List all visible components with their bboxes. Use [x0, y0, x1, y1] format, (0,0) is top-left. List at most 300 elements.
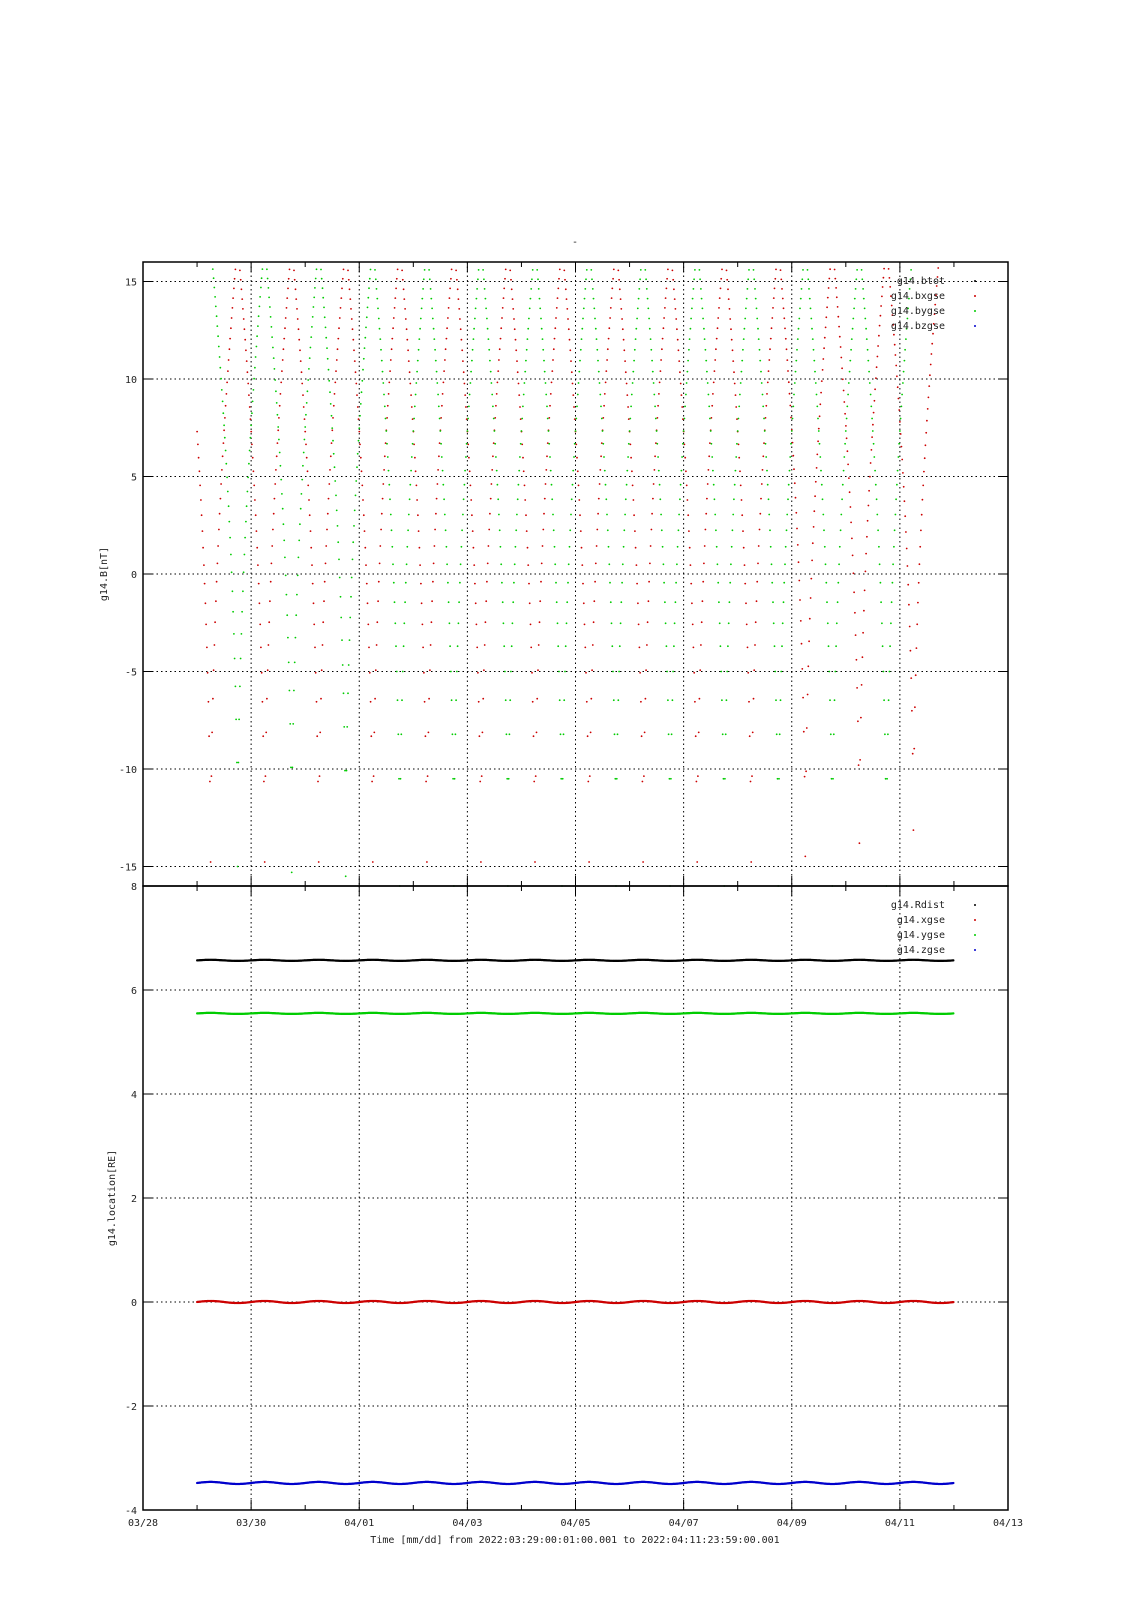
- data-point-g14-bygse: [293, 690, 295, 692]
- data-point-g14-bxgse: [551, 382, 553, 384]
- legend-entry-label: g14.btot: [896, 276, 945, 287]
- data-point-g14-bxgse: [877, 356, 879, 358]
- data-point-g14-bxgse: [809, 618, 811, 620]
- data-point-g14-bxgse: [198, 457, 200, 459]
- data-point-g14-bygse: [226, 477, 228, 479]
- data-point-g14-bxgse: [253, 485, 255, 487]
- data-point-g14-bxgse: [462, 360, 464, 362]
- data-point-g14-bygse: [223, 424, 225, 426]
- data-point-g14-bygse: [238, 762, 240, 764]
- data-point-g14-bxgse: [898, 398, 900, 400]
- data-point-g14-bygse: [801, 288, 803, 290]
- data-point-g14-bxgse: [868, 490, 870, 492]
- data-point-g14-bxgse: [319, 732, 321, 734]
- data-point-g14-bygse: [584, 288, 586, 290]
- data-point-g14-bygse: [461, 546, 463, 548]
- data-point-g14-bxgse: [679, 371, 681, 373]
- data-point-g14-bygse: [668, 733, 670, 735]
- data-point-g14-bygse: [778, 778, 780, 780]
- data-point-g14-bygse: [882, 645, 884, 647]
- data-point-g14-bxgse: [331, 429, 333, 431]
- data-point-g14-bxgse: [230, 327, 232, 329]
- data-point-g14-bygse: [818, 430, 820, 432]
- data-point-g14-bxgse: [853, 572, 855, 574]
- data-point-g14-bygse: [798, 328, 800, 330]
- data-point-g14-bxgse: [803, 731, 805, 733]
- data-point-g14-bygse: [905, 338, 907, 340]
- data-point-g14-bxgse: [599, 469, 601, 471]
- data-point-g14-bygse: [311, 326, 313, 328]
- data-point-g14-bygse: [770, 546, 772, 548]
- data-point-g14-bxgse: [304, 418, 306, 420]
- data-point-g14-bxgse: [278, 417, 280, 419]
- data-point-g14-bygse: [332, 440, 334, 442]
- data-point-g14-bxgse: [224, 417, 226, 419]
- data-point-g14-bxgse: [598, 498, 600, 500]
- data-point-g14-bxgse: [458, 308, 460, 310]
- data-point-g14-bygse: [278, 439, 280, 441]
- data-point-g14-bxgse: [895, 354, 897, 356]
- data-point-g14-bygse: [850, 349, 852, 351]
- data-point-g14-bygse: [895, 514, 897, 516]
- data-point-g14-bxgse: [457, 288, 459, 290]
- data-point-g14-bxgse: [425, 781, 427, 783]
- data-point-g14-bygse: [242, 590, 244, 592]
- data-point-g14-bxgse: [257, 564, 259, 566]
- data-point-g14-bygse: [280, 465, 282, 467]
- data-point-g14-bygse: [482, 269, 484, 271]
- data-point-g14-bxgse: [355, 383, 357, 385]
- data-point-g14-bygse: [560, 733, 562, 735]
- data-point-g14-bxgse: [275, 469, 277, 471]
- data-point-g14-bygse: [816, 394, 818, 396]
- data-point-g14-bxgse: [378, 581, 380, 583]
- data-point-g14-bxgse: [861, 684, 863, 686]
- data-point-g14-bygse: [887, 733, 889, 735]
- data-point-g14-bxgse: [483, 669, 485, 671]
- data-point-g14-bygse: [757, 328, 759, 330]
- data-point-g14-bxgse: [223, 442, 225, 444]
- data-point-g14-bygse: [756, 318, 758, 320]
- data-point-g14-bygse: [495, 456, 497, 458]
- data-point-g14-bxgse: [419, 564, 421, 566]
- data-point-g14-bygse: [287, 637, 289, 639]
- data-point-g14-bxgse: [420, 583, 422, 585]
- data-point-g14-bygse: [684, 418, 686, 420]
- data-point-g14-bxgse: [697, 775, 699, 777]
- data-point-g14-bygse: [394, 622, 396, 624]
- data-point-g14-bygse: [704, 338, 706, 340]
- data-point-g14-bygse: [717, 582, 719, 584]
- data-point-g14-bygse: [663, 563, 665, 565]
- grid-top: [143, 262, 1008, 886]
- data-point-g14-bygse: [570, 514, 572, 516]
- data-point-g14-bygse: [504, 671, 506, 673]
- data-point-g14-bxgse: [243, 318, 245, 320]
- data-point-g14-bygse: [725, 733, 727, 735]
- data-point-g14-bxgse: [247, 383, 249, 385]
- data-point-g14-bxgse: [566, 308, 568, 310]
- data-point-g14-bygse: [440, 443, 442, 445]
- data-point-g14-bygse: [559, 699, 561, 701]
- data-point-g14-bxgse: [382, 498, 384, 500]
- data-point-g14-bxgse: [264, 861, 266, 863]
- data-point-g14-bxgse: [334, 382, 336, 384]
- data-point-g14-bxgse: [274, 483, 276, 485]
- data-point-g14-bygse: [839, 546, 841, 548]
- data-point-g14-bxgse: [770, 338, 772, 340]
- data-point-g14-bygse: [326, 347, 328, 349]
- data-point-g14-bygse: [496, 470, 498, 472]
- data-point-g14-bxgse: [732, 349, 734, 351]
- data-point-g14-bxgse: [272, 529, 274, 531]
- data-point-g14-bygse: [306, 402, 308, 404]
- data-point-g14-bxgse: [265, 732, 267, 734]
- data-point-g14-bygse: [473, 328, 475, 330]
- data-point-g14-bxgse: [757, 563, 759, 565]
- data-point-g14-bygse: [225, 450, 227, 452]
- data-point-g14-bygse: [623, 529, 625, 531]
- data-point-g14-bygse: [783, 582, 785, 584]
- data-point-g14-bxgse: [558, 278, 560, 280]
- data-point-g14-bygse: [838, 563, 840, 565]
- data-point-g14-bygse: [880, 601, 882, 603]
- data-point-g14-bxgse: [364, 530, 366, 532]
- data-point-g14-bygse: [312, 316, 314, 318]
- data-point-g14-bygse: [627, 456, 629, 458]
- data-point-g14-bxgse: [610, 307, 612, 309]
- data-point-g14-bygse: [417, 360, 419, 362]
- data-point-g14-bxgse: [626, 383, 628, 385]
- data-point-g14-bygse: [506, 733, 508, 735]
- data-point-g14-bxgse: [931, 353, 933, 355]
- data-point-g14-bxgse: [539, 600, 541, 602]
- data-point-g14-bxgse: [889, 277, 891, 279]
- data-point-g14-bxgse: [376, 621, 378, 623]
- data-point-g14-bygse: [478, 269, 480, 271]
- data-point-g14-bxgse: [489, 513, 491, 515]
- data-point-g14-bxgse: [577, 470, 579, 472]
- data-point-g14-bygse: [327, 358, 329, 360]
- data-point-g14-bxgse: [402, 279, 404, 281]
- data-point-g14-bxgse: [534, 861, 536, 863]
- data-point-g14-bxgse: [780, 279, 782, 281]
- data-point-g14-bygse: [377, 308, 379, 310]
- data-point-g14-bygse: [694, 269, 696, 271]
- data-point-g14-bxgse: [352, 328, 354, 330]
- data-point-g14-bxgse: [248, 394, 250, 396]
- data-point-g14-bygse: [383, 394, 385, 396]
- data-point-g14-bxgse: [841, 367, 843, 369]
- data-point-g14-bxgse: [340, 297, 342, 299]
- data-point-g14-bygse: [419, 328, 421, 330]
- data-point-g14-bygse: [270, 316, 272, 318]
- data-point-g14-bygse: [656, 443, 658, 445]
- data-point-g14-bxgse: [589, 775, 591, 777]
- data-point-g14-bygse: [500, 546, 502, 548]
- data-point-g14-bxgse: [361, 470, 363, 472]
- data-point-g14-bygse: [512, 622, 514, 624]
- legend-entry-marker: [974, 280, 976, 282]
- data-point-g14-bxgse: [373, 732, 375, 734]
- data-point-g14-bxgse: [229, 348, 231, 350]
- data-point-g14-bygse: [759, 349, 761, 351]
- data-point-g14-bxgse: [388, 382, 390, 384]
- data-point-g14-bygse: [340, 617, 342, 619]
- data-point-g14-bygse: [297, 575, 299, 577]
- data-point-g14-bxgse: [708, 469, 710, 471]
- data-point-g14-bygse: [656, 430, 658, 432]
- data-point-g14-bygse: [259, 296, 261, 298]
- data-point-g14-bxgse: [515, 349, 517, 351]
- data-point-g14-bxgse: [867, 520, 869, 522]
- data-point-g14-bygse: [797, 338, 799, 340]
- data-point-g14-bygse: [720, 645, 722, 647]
- data-point-g14-bxgse: [930, 364, 932, 366]
- data-point-g14-bxgse: [741, 514, 743, 516]
- data-point-g14-bxgse: [499, 348, 501, 350]
- data-point-g14-bxgse: [256, 547, 258, 549]
- data-point-g14-bxgse: [680, 383, 682, 385]
- data-point-g14-bxgse: [379, 545, 381, 547]
- y-tick-label: -10: [118, 765, 137, 776]
- data-point-g14-bxgse: [307, 470, 309, 472]
- data-point-g14-bygse: [262, 268, 264, 270]
- data-point-g14-bygse: [339, 577, 341, 579]
- data-point-g14-bygse: [707, 382, 709, 384]
- data-point-g14-bxgse: [418, 530, 420, 532]
- data-point-g14-bygse: [792, 418, 794, 420]
- data-point-g14-bygse: [598, 371, 600, 373]
- data-point-g14-bygse: [766, 470, 768, 472]
- data-point-g14-bxgse: [706, 498, 708, 500]
- data-point-g14-bygse: [801, 278, 803, 280]
- data-point-g14-bxgse: [581, 547, 583, 549]
- data-point-g14-bygse: [816, 406, 818, 408]
- data-point-g14-bygse: [581, 328, 583, 330]
- data-point-g14-bygse: [823, 529, 825, 531]
- data-point-g14-bygse: [363, 358, 365, 360]
- data-point-g14-bygse: [626, 484, 628, 486]
- data-point-g14-bygse: [792, 406, 794, 408]
- data-point-g14-bxgse: [738, 444, 740, 446]
- data-point-g14-bxgse: [662, 338, 664, 340]
- data-point-g14-bygse: [216, 315, 218, 317]
- data-point-g14-bygse: [397, 699, 399, 701]
- data-point-g14-bygse: [245, 521, 247, 523]
- data-point-g14-bxgse: [245, 349, 247, 351]
- data-point-g14-bxgse: [416, 485, 418, 487]
- data-point-g14-bygse: [544, 371, 546, 373]
- data-point-g14-bxgse: [747, 647, 749, 649]
- data-point-g14-bxgse: [915, 674, 917, 676]
- data-point-g14-bxgse: [438, 455, 440, 457]
- data-point-g14-bxgse: [211, 775, 213, 777]
- data-point-g14-bygse: [486, 318, 488, 320]
- data-point-g14-bygse: [284, 557, 286, 559]
- data-point-g14-bxgse: [514, 328, 516, 330]
- data-point-g14-bxgse: [794, 482, 796, 484]
- data-point-g14-bxgse: [323, 600, 325, 602]
- data-point-g14-bygse: [550, 470, 552, 472]
- data-point-g14-bygse: [634, 349, 636, 351]
- data-point-g14-bxgse: [681, 394, 683, 396]
- data-point-g14-bxgse: [608, 327, 610, 329]
- data-point-g14-bygse: [592, 288, 594, 290]
- data-point-g14-bygse: [469, 394, 471, 396]
- data-point-g14-bxgse: [626, 394, 628, 396]
- data-point-g14-bxgse: [552, 359, 554, 361]
- data-point-g14-bxgse: [523, 470, 525, 472]
- data-point-g14-bygse: [470, 371, 472, 373]
- data-point-g14-bxgse: [259, 624, 261, 626]
- data-point-g14-bxgse: [578, 499, 580, 501]
- data-point-g14-bygse: [232, 611, 234, 613]
- data-point-g14-bygse: [571, 498, 573, 500]
- data-point-g14-bxgse: [284, 327, 286, 329]
- data-point-g14-bygse: [790, 443, 792, 445]
- data-point-g14-bygse: [442, 470, 444, 472]
- data-point-g14-bygse: [717, 563, 719, 565]
- data-point-g14-bygse: [225, 463, 227, 465]
- data-point-g14-bygse: [720, 671, 722, 673]
- data-point-g14-bygse: [573, 456, 575, 458]
- data-point-g14-bygse: [349, 639, 351, 641]
- data-point-g14-bxgse: [388, 393, 390, 395]
- data-point-g14-bxgse: [870, 462, 872, 464]
- data-point-g14-bxgse: [347, 270, 349, 272]
- data-point-g14-bygse: [213, 287, 215, 289]
- data-point-g14-bygse: [401, 699, 403, 701]
- data-point-g14-bxgse: [537, 669, 539, 671]
- data-point-g14-bxgse: [677, 339, 679, 341]
- data-point-g14-bygse: [530, 298, 532, 300]
- data-point-g14-bxgse: [732, 360, 734, 362]
- data-point-g14-bxgse: [403, 288, 405, 290]
- data-point-g14-bygse: [755, 298, 757, 300]
- data-point-g14-bxgse: [249, 406, 251, 408]
- data-point-g14-bxgse: [647, 621, 649, 623]
- data-point-g14-bygse: [774, 671, 776, 673]
- data-point-g14-bxgse: [422, 647, 424, 649]
- data-point-g14-bxgse: [527, 564, 529, 566]
- data-point-g14-bxgse: [518, 383, 520, 385]
- data-point-g14-bygse: [437, 394, 439, 396]
- data-point-g14-bxgse: [554, 338, 556, 340]
- data-point-g14-bygse: [638, 288, 640, 290]
- data-point-g14-bxgse: [316, 701, 318, 703]
- data-point-g14-bxgse: [698, 732, 700, 734]
- data-point-g14-bygse: [403, 645, 405, 647]
- data-point-g14-bxgse: [824, 337, 826, 339]
- data-point-g14-bxgse: [839, 336, 841, 338]
- data-point-g14-bxgse: [727, 288, 729, 290]
- data-point-g14-bxgse: [365, 564, 367, 566]
- data-point-g14-bygse: [586, 269, 588, 271]
- data-point-g14-bygse: [621, 582, 623, 584]
- data-point-g14-bxgse: [254, 499, 256, 501]
- panel-magnetic-field: [99, 262, 1008, 887]
- data-point-g14-bygse: [650, 349, 652, 351]
- data-point-g14-bxgse: [443, 382, 445, 384]
- data-point-g14-bxgse: [349, 298, 351, 300]
- data-point-g14-bygse: [214, 296, 216, 298]
- data-point-g14-bxgse: [856, 687, 858, 689]
- data-point-g14-bygse: [779, 733, 781, 735]
- data-point-g14-bxgse: [744, 583, 746, 585]
- data-point-g14-bxgse: [209, 781, 211, 783]
- data-point-g14-bxgse: [376, 644, 378, 646]
- data-point-g14-bygse: [271, 326, 273, 328]
- data-point-g14-bxgse: [797, 544, 799, 546]
- data-point-g14-bygse: [747, 288, 749, 290]
- data-point-g14-bygse: [467, 430, 469, 432]
- data-point-g14-bygse: [291, 872, 293, 874]
- data-point-g14-bygse: [328, 380, 330, 382]
- data-point-g14-bxgse: [675, 318, 677, 320]
- data-point-g14-bygse: [754, 288, 756, 290]
- data-point-g14-bxgse: [855, 634, 857, 636]
- data-point-g14-bxgse: [639, 647, 641, 649]
- data-point-g14-bxgse: [849, 491, 851, 493]
- data-point-g14-bygse: [461, 529, 463, 531]
- data-point-g14-bygse: [788, 484, 790, 486]
- data-point-g14-bxgse: [754, 644, 756, 646]
- data-point-g14-bygse: [718, 601, 720, 603]
- data-point-g14-bygse: [483, 278, 485, 280]
- data-point-g14-bygse: [891, 601, 893, 603]
- data-point-g14-bygse: [484, 288, 486, 290]
- data-point-g14-bygse: [539, 308, 541, 310]
- data-point-g14-bxgse: [693, 647, 695, 649]
- data-point-g14-bxgse: [202, 530, 204, 532]
- data-point-g14-bxgse: [244, 339, 246, 341]
- data-point-g14-bxgse: [548, 417, 550, 419]
- data-point-g14-bxgse: [229, 338, 231, 340]
- data-point-g14-bxgse: [567, 318, 569, 320]
- data-point-g14-bxgse: [568, 328, 570, 330]
- data-point-g14-bygse: [527, 328, 529, 330]
- data-point-g14-bxgse: [931, 343, 933, 345]
- data-point-g14-bxgse: [894, 344, 896, 346]
- data-point-g14-bygse: [222, 401, 224, 403]
- data-point-g14-bxgse: [645, 669, 647, 671]
- data-point-g14-bxgse: [363, 514, 365, 516]
- data-point-g14-bxgse: [802, 697, 804, 699]
- data-point-g14-bxgse: [482, 732, 484, 734]
- data-point-g14-bygse: [719, 622, 721, 624]
- data-point-g14-bygse: [904, 360, 906, 362]
- data-point-g14-bygse: [632, 371, 634, 373]
- data-point-g14-bxgse: [377, 600, 379, 602]
- data-point-g14-bygse: [464, 470, 466, 472]
- data-point-g14-bxgse: [838, 326, 840, 328]
- data-point-g14-bygse: [848, 382, 850, 384]
- data-point-g14-bygse: [610, 601, 612, 603]
- data-point-g14-bygse: [739, 394, 741, 396]
- data-point-g14-bygse: [774, 645, 776, 647]
- data-point-g14-bygse: [691, 308, 693, 310]
- data-point-g14-bxgse: [250, 418, 252, 420]
- data-point-g14-bxgse: [367, 624, 369, 626]
- data-point-g14-bygse: [678, 514, 680, 516]
- data-point-g14-bygse: [213, 277, 215, 279]
- data-point-g14-bxgse: [468, 457, 470, 459]
- data-point-g14-bygse: [907, 318, 909, 320]
- data-point-g14-bxgse: [834, 269, 836, 271]
- data-point-g14-bxgse: [212, 698, 214, 700]
- data-point-g14-bygse: [241, 633, 243, 635]
